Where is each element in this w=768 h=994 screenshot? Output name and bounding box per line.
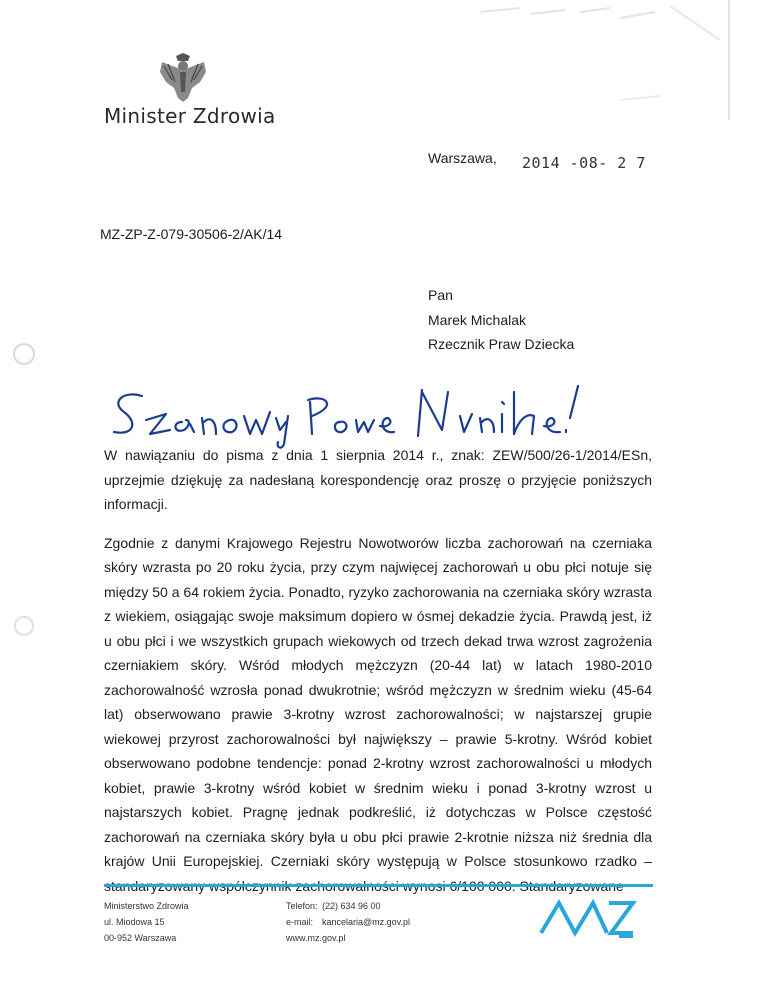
phone-value: (22) 634 96 00 <box>322 901 381 911</box>
recipient-block <box>428 283 574 357</box>
footer-divider <box>104 884 653 887</box>
polish-eagle-emblem-icon <box>158 52 208 104</box>
website-link: www.mz.gov.pl <box>286 933 346 943</box>
letter-body <box>104 443 652 912</box>
city-label: Warszawa, <box>428 150 497 166</box>
handwritten-salutation <box>104 382 624 452</box>
punch-hole-icon <box>10 612 40 642</box>
scan-stamp-marks <box>470 0 768 120</box>
body-paragraph: Zgodnie z danymi Krajowego Rejestru Nowotworów liczba zachorowań na czerniaka skóry wzrasta po 20 roku życia, przy czym najwięcej zachorowań u obu płci notuje się między 50 a 64 rokiem życia. Ponadto, ryzyko zachorowania na czerniaka skóry wzrasta z wiekiem, osiągając swoje maksimum dopiero w ósmej dekadzie życia. Prawdą jest, iż u obu płci i we wszystkich grupach wiekowych od trzech dekad trwa wzrost zagrożenia czerniakiem skóry. Wśród młodych mężczyzn (20-44 lat) w latach 1980-2010 zachorowalność wzrosła ponad dwukrotnie; wśród mężczyzn w średnim wieku (45-64 lat) obserwowano prawie 3-krotny wzrost zachorowalności; w najstarszej grupie wiekowej przyrost zachorowalności był największy – prawie 5-krotny. Wśród kobiet obserwowano podobne tendencje: ponad 2-krotny wzrost zachorowalności u młodych kobiet, prawie 3-krotny wśród kobiet w średnim wieku i ponad 3-krotny wzrost u najstarszych kobiet. Pragnę jednak podkreślić, iż dotychczas w Polsce częstość zachorowań na czerniaka skóry była u obu płci prawie 2-krotnie niższa niż średnia dla krajów Unii Europejskiej. Czerniaki skóry występują w Polsce stosunkowo rzadko – <box>104 534 652 869</box>
date-stamp: 2014 -08- 2 7 <box>522 154 646 172</box>
footer-street: ul. Miodowa 15 <box>104 917 165 927</box>
email-label: e-mail: <box>286 917 314 927</box>
footer-org: Ministerstwo Zdrowia <box>104 901 189 911</box>
recipient-title: Pan <box>428 287 453 303</box>
punch-hole-icon <box>10 340 40 370</box>
recipient-role: Rzecznik Praw Dziecka <box>428 336 575 352</box>
footer-postal: 00-952 Warszawa <box>104 933 177 943</box>
recipient-name: Marek Michalak <box>428 311 527 328</box>
minister-title: Minister Zdrowia <box>104 104 276 128</box>
body-paragraph: W nawiązaniu do pisma z dnia 1 sierpnia 2014 r., znak: ZEW/500/26-1/2014/ESn, uprzejmie dziękuję za nadesłaną korespondencję oraz proszę o przyjęcie poniższych informacji. <box>104 447 652 512</box>
footer-contact <box>286 898 410 946</box>
mz-logo-icon <box>537 895 637 939</box>
reference-number: MZ-ZP-Z-079-30506-2/AK/14 <box>100 226 283 242</box>
footer-address <box>104 898 189 946</box>
phone-label: Telefon: <box>286 901 318 911</box>
email-value: kancelaria@mz.gov.pl <box>322 917 411 927</box>
